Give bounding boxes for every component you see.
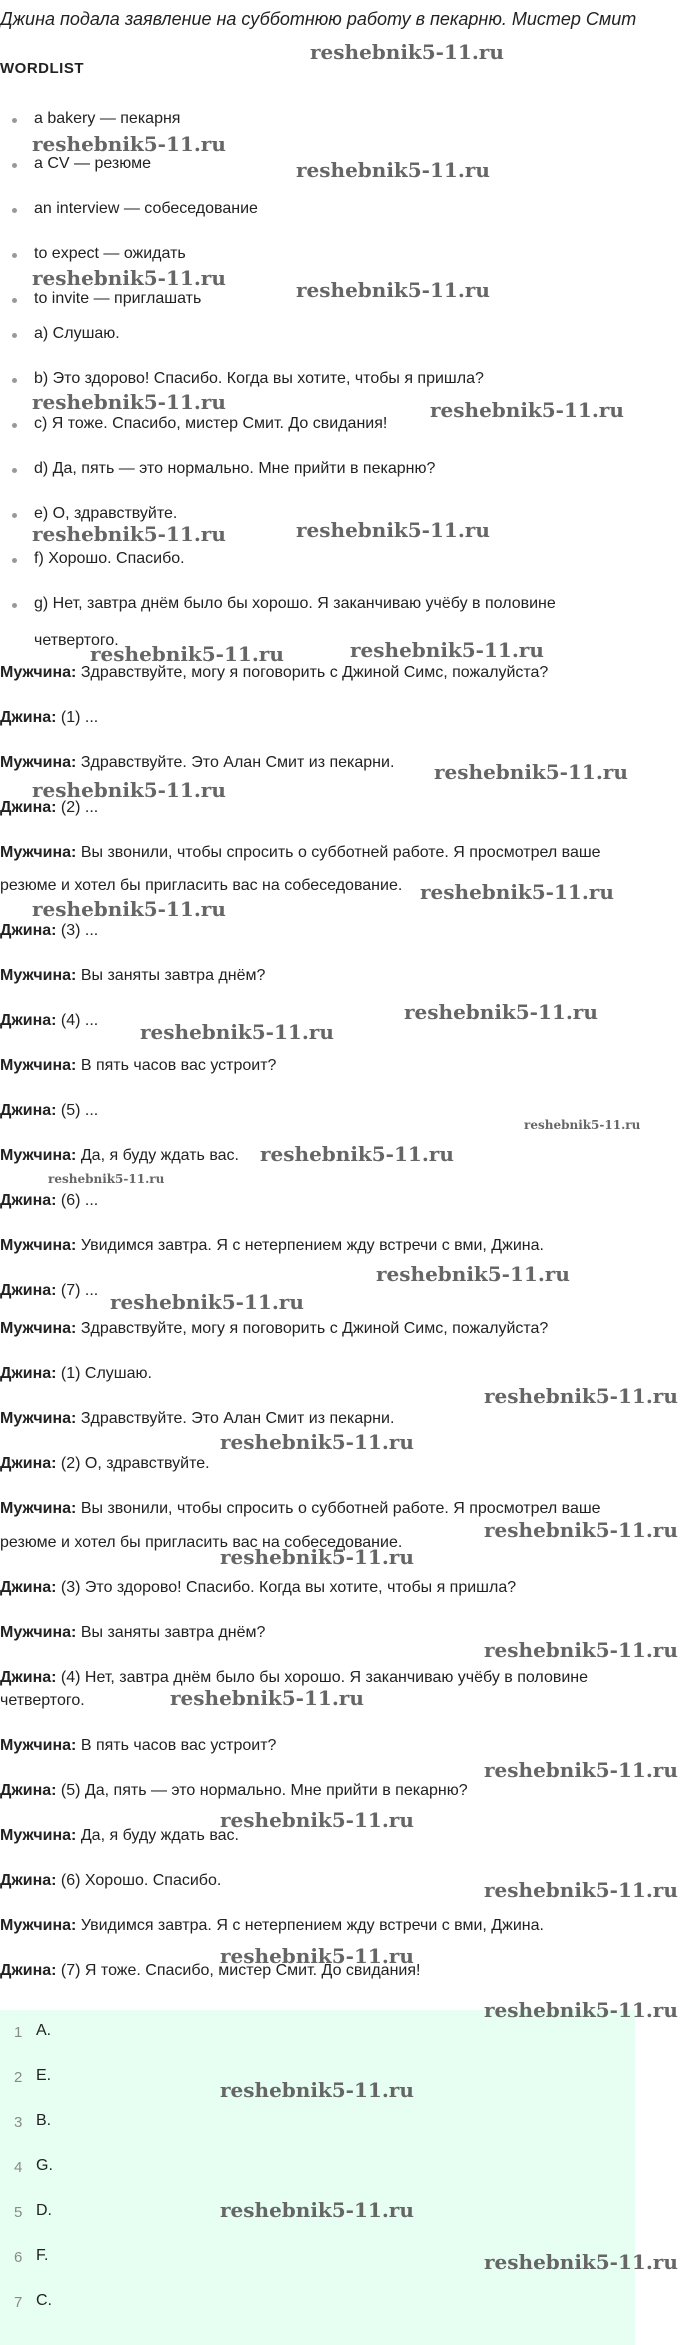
bullet-icon (12, 468, 17, 473)
answer-value: C. (36, 2292, 52, 2309)
dialogue-line (0, 1453, 680, 1475)
answer-value: A. (36, 2022, 52, 2039)
watermark: reshebnik5-11.ru (484, 2250, 678, 2274)
watermark: reshebnik5-11.ru (110, 1290, 304, 1314)
watermark: reshebnik5-11.ru (484, 1384, 678, 1408)
dialogue-line (0, 1318, 680, 1340)
watermark: reshebnik5-11.ru (90, 642, 284, 666)
watermark: reshebnik5-11.ru (220, 1944, 414, 1968)
utterance: (1) ... (56, 709, 99, 726)
utterance: Вы звонили, чтобы спросить о субботней работе. Я просмотрел ваше (76, 844, 601, 861)
watermark: reshebnik5-11.ru (296, 158, 490, 182)
utterance: резюме и хотел бы пригласить вас на собеседование. (0, 877, 403, 894)
watermark: reshebnik5-11.ru (32, 897, 226, 921)
speaker: Мужчина: (0, 1147, 77, 1164)
utterance: Да, я буду ждать вас. (76, 1147, 239, 1164)
answer-key (0, 2010, 635, 2345)
speaker: Джина: (0, 1102, 57, 1119)
utterance: (5) Да, пять — это нормально. Мне прийти в пекарню? (56, 1782, 468, 1799)
speaker: Джина: (0, 1012, 57, 1029)
dialogue-line (0, 1055, 680, 1077)
utterance: Здравствуйте. Это Алан Смит из пекарни. (76, 754, 395, 771)
utterance: В пять часов вас устроит? (76, 1057, 277, 1074)
dialogue-line (0, 1408, 680, 1430)
speaker: Мужчина: (0, 844, 77, 861)
utterance: (7) ... (56, 1282, 99, 1299)
speaker: Мужчина: (0, 754, 77, 771)
utterance: Увидимся завтра. Я с нетерпением жду встречи с вми, Джина. (76, 1917, 544, 1934)
answer-number: 6 (14, 2249, 23, 2266)
utterance: (6) Хорошо. Спасибо. (56, 1872, 222, 1889)
answer-number: 7 (14, 2294, 23, 2311)
utterance: Вы заняты завтра днём? (76, 1624, 266, 1641)
watermark: reshebnik5-11.ru (32, 778, 226, 802)
watermark: reshebnik5-11.ru (484, 1758, 678, 1782)
speaker: Джина: (0, 1282, 57, 1299)
speaker: Джина: (0, 1192, 57, 1209)
watermark: reshebnik5-11.ru (434, 760, 628, 784)
watermark: reshebnik5-11.ru (220, 1430, 414, 1454)
speaker: Мужчина: (0, 1624, 77, 1641)
bullet-icon (12, 378, 17, 383)
answer-value: B. (36, 2112, 52, 2129)
speaker: Мужчина: (0, 1057, 77, 1074)
dialogue-line (0, 1577, 680, 1599)
dialogue-line (0, 1735, 680, 1757)
watermark: reshebnik5-11.ru (220, 1808, 414, 1832)
utterance: (4) Нет, завтра днём было бы хорошо. Я заканчиваю учёбу в половине (56, 1669, 589, 1686)
speaker: Джина: (0, 1962, 57, 1979)
speaker: Джина: (0, 1455, 57, 1472)
speaker: Джина: (0, 1782, 57, 1799)
watermark: reshebnik5-11.ru (32, 132, 226, 156)
utterance: Здравствуйте. Это Алан Смит из пекарни. (76, 1410, 395, 1427)
watermark: reshebnik5-11.ru (420, 880, 614, 904)
answer-row (0, 2112, 635, 2132)
utterance: четвертого. (0, 1692, 85, 1709)
bullet-icon (12, 423, 17, 428)
utterance: (4) ... (56, 1012, 99, 1029)
watermark: reshebnik5-11.ru (524, 1118, 641, 1132)
watermark: reshebnik5-11.ru (140, 1020, 334, 1044)
speaker: Джина: (0, 799, 57, 816)
dialogue-line (0, 1780, 680, 1802)
speaker: Джина: (0, 1365, 57, 1382)
bullet-icon (12, 253, 17, 258)
speaker: Джина: (0, 709, 57, 726)
bullet-icon (12, 118, 17, 123)
watermark: reshebnik5-11.ru (296, 278, 490, 302)
speaker: Мужчина: (0, 967, 77, 984)
speaker: Джина: (0, 922, 57, 939)
watermark: reshebnik5-11.ru (32, 522, 226, 546)
answer-number: 1 (14, 2024, 23, 2041)
watermark: reshebnik5-11.ru (32, 390, 226, 414)
bullet-icon (12, 558, 17, 563)
utterance: Да, я буду ждать вас. (76, 1827, 239, 1844)
utterance: (2) О, здравствуйте. (56, 1455, 210, 1472)
speaker: Мужчина: (0, 664, 77, 681)
page: Джина подала заявление на субботнюю работу в пекарню. Мистер Смит WORDLIST a bakery — пекарня a CV — резюме an interview — собеседование to expect — ожидать to invite — приглашать a) Слушаю. b) Это здорово! Спасибо. Когда вы хотите, чтобы я пришла? c) Я тоже. Спасибо, мистер Смит. До свидания! d) Да, пять — это нормально. Мне прийти в пекарню? e) О, здравствуйте. f) Хорошо. Спасибо. g) Нет, завтра днём было бы хорошо. Я заканчиваю учёбу в половине четвертого. Мужчина: Здравствуйте, могу я поговорить с Джиной Симс, пожалуйста? Джина: (1) ... Мужчина: Здравствуйте. Это Алан Смит из пекарни. Джина: (2) ... Мужчина: Вы звонили, чтобы спросить о субботней работе. Я просмотрел ваше резюме и хотел бы пригласить вас на собеседование. Джина: (3) ... Мужчина: Вы заняты завтра днём? Джина: (4) ... Мужчина: В пять часов вас устроит? Джина: (5) ... Мужчина: Да, я буду ждать вас. Джина: (6) ... Мужчина: Увидимся завтра. Я с нетерпением жду встречи с вми, Джина. Джина: (7) ... Мужчина: Здравствуйте, могу я поговорить с Джиной Симс, пожалуйста? Джина: (1) Слушаю. Мужчина: Здравствуйте. Это Алан Смит из пекарни. Джина: (2) О, здравствуйте. Мужчина: Вы звонили, чтобы спросить о субботней работе. Я просмотрел ваше резюме и хотел бы пригласить вас на собеседование. Джина: (3) Это здорово! Спасибо. Когда вы хотите, чтобы я пришла? Мужчина: Вы заняты завтра днём? Джина: (4) Нет, завтра днём было бы хорошо. Я заканчиваю учёбу в половине четвертого. Мужчина: В пять часов вас устроит? Джина: (5) Да, пять — это нормально. Мне прийти в пекарню? Мужчина: Да, я буду ждать вас. Джина: (6) Хорошо. Спасибо. Мужчина: Увидимся завтра. Я с нетерпением жду встречи с вми, Джина. Джина: (7) Я тоже. Спасибо, мистер Смит. До свидания! 1 A. 2 E. 3 B. 4 G. 5 D. 6 F. 7 C. reshebnik5-11.ru reshebnik5-11.ru reshebnik5-11.ru reshebnik5-11.ru reshebnik5-11.ru reshebnik5-11.ru reshebnik5-11.ru reshebnik5-11.ru reshebnik5-11.ru reshebnik5-11.ru reshebnik5-11.ru reshebnik5-11.ru reshebnik5-11.ru reshebnik5-11.ru reshebnik5-11.ru reshebnik5-11.ru reshebnik5-11.ru reshebnik5-11.ru reshebnik5-11.ru reshebnik5-11.ru reshebnik5-11.ru reshebnik5-11.ru reshebnik5-11.ru reshebnik5-11.ru reshebnik5-11.ru reshebnik5-11.ru reshebnik5-11.ru reshebnik5-11.ru reshebnik5-11.ru reshebnik5-11.ru reshebnik5-11.ru reshebnik5-11.ru reshebnik5-11.ru reshebnik5-11.ru reshebnik5-11.ru reshebnik5-11.ru (0, 0, 680, 2345)
dialogue-line (0, 1498, 680, 1520)
dialogue-line (0, 920, 680, 942)
watermark: reshebnik5-11.ru (484, 1878, 678, 1902)
watermark: reshebnik5-11.ru (404, 1000, 598, 1024)
utterance: Здравствуйте, могу я поговорить с Джиной Симс, пожалуйста? (76, 664, 549, 681)
page-title: Джина подала заявление на субботнюю работу в пекарню. Мистер Смит (0, 9, 637, 29)
bullet-icon (12, 298, 17, 303)
dialogue-line (0, 1915, 680, 1937)
utterance: (5) ... (56, 1102, 99, 1119)
answer-number: 3 (14, 2114, 23, 2131)
watermark: reshebnik5-11.ru (170, 1686, 364, 1710)
answer-value: D. (36, 2202, 52, 2219)
answer-row (0, 2157, 635, 2177)
bullet-icon (12, 333, 17, 338)
watermark: reshebnik5-11.ru (484, 1518, 678, 1542)
utterance: резюме и хотел бы пригласить вас на собеседование. (0, 1534, 403, 1551)
watermark: reshebnik5-11.ru (296, 518, 490, 542)
watermark: reshebnik5-11.ru (376, 1262, 570, 1286)
watermark: reshebnik5-11.ru (220, 2078, 414, 2102)
utterance: (2) ... (56, 799, 99, 816)
bullet-icon (12, 163, 17, 168)
dialogue-line (0, 965, 680, 987)
utterance: В пять часов вас устроит? (76, 1737, 277, 1754)
bullet-icon (12, 603, 17, 608)
dialogue-line (0, 1190, 680, 1212)
speaker: Джина: (0, 1669, 57, 1686)
dialogue-line (0, 842, 680, 864)
answer-value: F. (36, 2247, 49, 2264)
utterance: (3) ... (56, 922, 99, 939)
speaker: Джина: (0, 1579, 57, 1596)
bullet-icon (12, 208, 17, 213)
watermark: reshebnik5-11.ru (220, 1545, 414, 1569)
utterance: (3) Это здорово! Спасибо. Когда вы хотите, чтобы я пришла? (56, 1579, 517, 1596)
wordlist-heading: WORDLIST (0, 60, 84, 77)
watermark: reshebnik5-11.ru (48, 1172, 165, 1186)
answer-row (0, 2292, 635, 2312)
dialogue-line (0, 1280, 680, 1302)
speaker: Мужчина: (0, 1410, 77, 1427)
watermark: reshebnik5-11.ru (32, 266, 226, 290)
speaker: Джина: (0, 1872, 57, 1889)
watermark: reshebnik5-11.ru (260, 1142, 454, 1166)
answer-value: G. (36, 2157, 53, 2174)
utterance: Здравствуйте, могу я поговорить с Джиной Симс, пожалуйста? (76, 1320, 549, 1337)
utterance: Вы звонили, чтобы спросить о субботней работе. Я просмотрел ваше (76, 1500, 601, 1517)
answer-value: E. (36, 2067, 52, 2084)
dialogue-line (0, 1363, 680, 1385)
utterance: Вы заняты завтра днём? (76, 967, 266, 984)
watermark: reshebnik5-11.ru (310, 40, 504, 64)
utterance: (1) Слушаю. (56, 1365, 152, 1382)
watermark: reshebnik5-11.ru (220, 2198, 414, 2222)
watermark: reshebnik5-11.ru (350, 638, 544, 662)
answer-row (0, 2022, 635, 2042)
speaker: Мужчина: (0, 1917, 77, 1934)
bullet-icon (12, 513, 17, 518)
utterance: Увидимся завтра. Я с нетерпением жду встречи с вми, Джина. (76, 1237, 544, 1254)
watermark: reshebnik5-11.ru (484, 1638, 678, 1662)
speaker: Мужчина: (0, 1237, 77, 1254)
speaker: Мужчина: (0, 1320, 77, 1337)
answer-number: 5 (14, 2204, 23, 2221)
speaker: Мужчина: (0, 1500, 77, 1517)
utterance: (6) ... (56, 1192, 99, 1209)
dialogue-line (0, 707, 680, 729)
dialogue-line (0, 1235, 680, 1257)
utterance: (7) Я тоже. Спасибо, мистер Смит. До свидания! (56, 1962, 421, 1979)
answer-number: 2 (14, 2069, 23, 2086)
answer-number: 4 (14, 2159, 23, 2176)
speaker: Мужчина: (0, 1827, 77, 1844)
watermark: reshebnik5-11.ru (430, 398, 624, 422)
watermark: reshebnik5-11.ru (484, 1998, 678, 2022)
speaker: Мужчина: (0, 1737, 77, 1754)
